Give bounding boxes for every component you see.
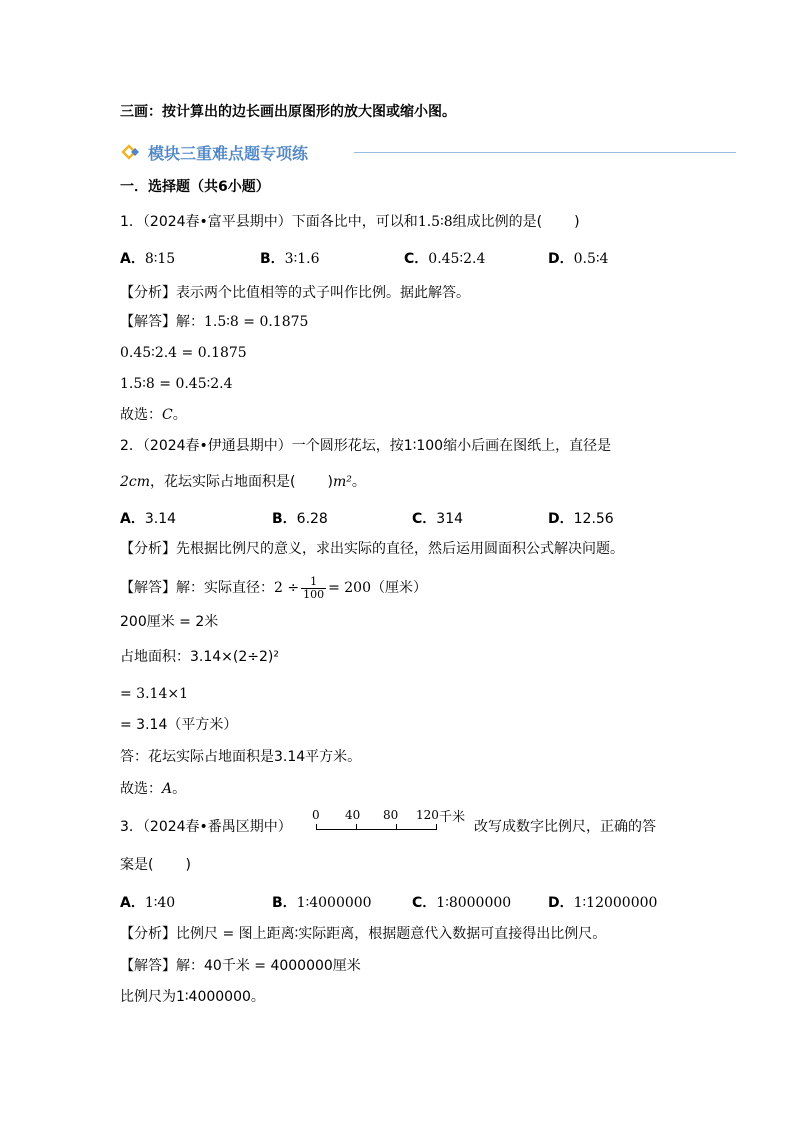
q3-solution: 【解答】解：40千米 = 4000000厘米	[120, 958, 361, 974]
ratio-expression: 1.5∶8	[417, 214, 453, 230]
q2-solution-line: 200厘米 = 2米	[120, 614, 219, 630]
q2-solution-line: 占地面积：3.14×(2÷2)²	[120, 649, 279, 665]
question-text: 组成比例的是(	[452, 214, 543, 230]
option-d: D．12.56	[548, 511, 614, 527]
option-b: B．6.28	[272, 511, 328, 527]
scale-tick	[436, 824, 437, 830]
option-b: B．3∶1.6	[260, 251, 320, 267]
scale-label: 80	[383, 808, 399, 822]
scale-tick	[356, 824, 357, 830]
scale-label: 120	[416, 808, 439, 822]
option-c: C．1∶8000000	[412, 895, 512, 911]
q1-answer: 故选：C。	[120, 407, 187, 423]
line-scale-bar	[312, 806, 472, 834]
scale-tick	[316, 824, 317, 830]
question-number: 1．	[120, 214, 143, 230]
scale-axis	[316, 829, 436, 830]
module-title: 模块三重难点题专项练	[148, 144, 309, 163]
section-title: 一．选择题（共6小题）	[120, 179, 270, 195]
question-text: （2024春•伊通县期中）一个圆形花坛，按1∶100缩小后画在图纸上，直径是	[142, 438, 612, 454]
q2-solution-line: = 3.14（平方米）	[120, 717, 238, 733]
option-a: A．8∶15	[120, 251, 176, 267]
module-banner	[120, 140, 620, 164]
q2-analysis: 【分析】先根据比例尺的意义，求出实际的直径，然后运用圆面积公式解决问题。	[120, 541, 624, 557]
question-3-stem: 3．（2024春•番禺区期中）	[120, 819, 292, 835]
scale-label: 0	[312, 808, 320, 822]
question-text: （2024春•富平县期中）下面各比中，可以和	[142, 214, 418, 230]
diamond-arrow-icon	[120, 140, 144, 164]
option-d: D．0.5∶4	[548, 251, 609, 267]
banner-divider	[354, 152, 736, 153]
q1-analysis: 【分析】表示两个比值相等的式子叫作比例。据此解答。	[120, 285, 470, 301]
scale-tick	[396, 824, 397, 830]
q3-analysis: 【分析】比例尺 = 图上距离∶实际距离，根据题意代入数据可直接得出比例尺。	[120, 926, 607, 942]
scale-unit: 千米	[439, 810, 466, 825]
intro-line: 三画：按计算出的边长画出原图形的放大图或缩小图。	[120, 104, 456, 120]
question-number: 2．	[120, 438, 143, 454]
option-c: C．314	[412, 511, 464, 527]
question-1-stem: 1．（2024春•富平县期中）下面各比中，可以和1.5∶8组成比例的是( )	[120, 214, 580, 230]
fraction: $\frac{1}{100}$	[303, 574, 325, 601]
q2-solution: 【解答】解：实际直径：2 ÷ $\frac{1}{100}$ = 200（厘米）	[120, 574, 427, 601]
question-number: 3．	[120, 819, 143, 835]
q2-answer-statement: 答：花坛实际占地面积是3.14平方米。	[120, 749, 362, 765]
q2-solution-line: = 3.14×1	[120, 686, 188, 702]
option-c: C．0.45∶2.4	[404, 251, 486, 267]
option-d: D．1∶12000000	[548, 895, 658, 911]
q1-solution-line: 0.45∶2.4 = 0.1875	[120, 345, 247, 361]
q3-conclusion: 比例尺为1∶4000000。	[120, 989, 265, 1005]
question-2-stem-cont: 2cm，花坛实际占地面积是( )m²。	[120, 474, 366, 490]
scale-label: 40	[345, 808, 361, 822]
q1-solution-line: 1.5∶8 = 0.45∶2.4	[120, 376, 233, 392]
option-a: A．3.14	[120, 511, 177, 527]
question-2-stem	[120, 437, 611, 455]
q2-answer: 故选：A。	[120, 781, 187, 797]
question-3-stem-cont: 案是( )	[120, 857, 191, 873]
question-3-stem-cont: 改写成数字比例尺，正确的答	[474, 819, 656, 835]
q1-solution: 【解答】解：1.5∶8 = 0.1875	[120, 314, 309, 330]
option-b: B．1∶4000000	[272, 895, 372, 911]
option-a: A．1∶40	[120, 895, 176, 911]
